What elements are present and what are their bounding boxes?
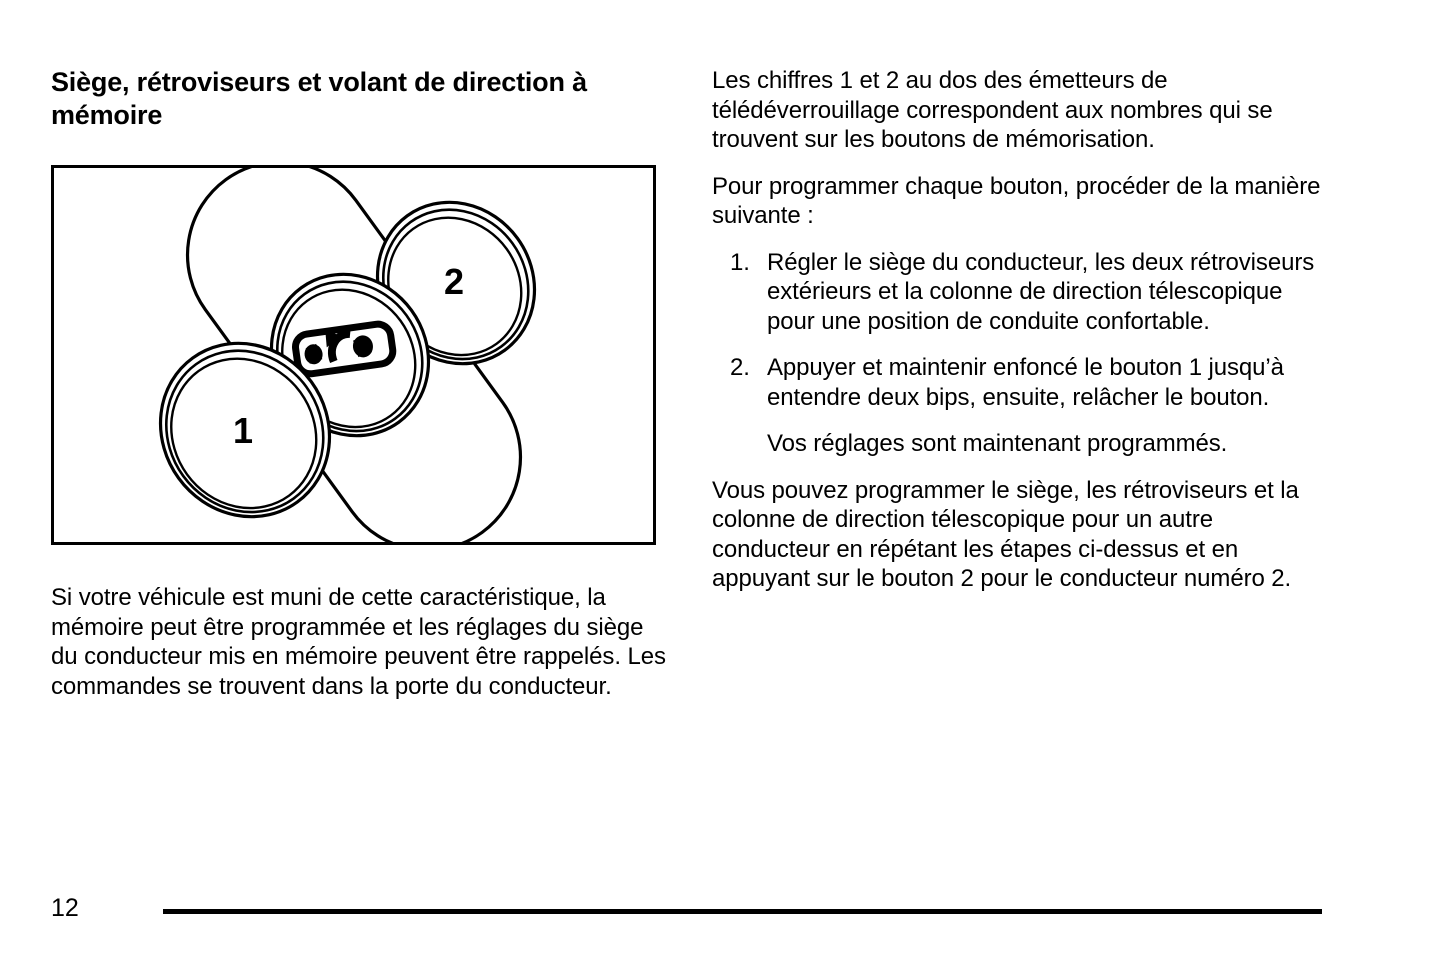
footer-rule	[163, 909, 1322, 914]
page-number: 12	[51, 894, 79, 922]
left-paragraph: Si votre véhicule est muni de cette caractéristique, la mémoire peut être programmée et les réglages du siège du conducteur mis en mémoire peuvent être rappelés. Les commandes se trouvent dans la porte du conducteur.	[51, 584, 666, 700]
step-text: Régler le siège du conducteur, les deux rétroviseurs extérieurs et la colonne de direction télescopique pour une position de conduite confortable.	[767, 248, 1315, 335]
step-text: Appuyer et maintenir enfoncé le bouton 1 jusqu’à entendre deux bips, ensuite, relâcher le bouton.	[767, 354, 1284, 411]
page-title: Siège, rétroviseurs et volant de direction à mémoire	[51, 67, 587, 130]
right-paragraph-3: Vous pouvez programmer le siège, les rétroviseurs et la colonne de direction télescopique pour un autre conducteur en répétant les étapes ci-dessus et en appuyant sur le bouton 2 pour le conducteur numéro 2.	[712, 476, 1299, 592]
step-number: 1.	[730, 248, 750, 276]
step-subtext: Vos réglages sont maintenant programmés.	[767, 430, 1228, 457]
figure-door-memory-switch-panel	[51, 165, 656, 545]
left-column-body	[51, 583, 676, 701]
right-paragraph-2: Pour programmer chaque bouton, procéder de la manière suivante :	[712, 172, 1321, 229]
switch-panel-illustration	[54, 168, 653, 542]
right-column	[712, 66, 1330, 594]
list-item	[712, 248, 1330, 337]
button-1-label: 1	[232, 410, 254, 451]
step-number: 2.	[730, 354, 750, 381]
page-footer	[0, 893, 1445, 933]
programming-steps-list	[712, 248, 1330, 459]
button-2-label: 2	[443, 261, 465, 302]
left-column	[51, 66, 671, 132]
right-paragraph-1: Les chiffres 1 et 2 au dos des émetteurs de télédéverrouillage correspondent aux nombres qui se trouvent sur les boutons de mémorisation.	[712, 67, 1273, 153]
list-item	[712, 353, 1330, 459]
